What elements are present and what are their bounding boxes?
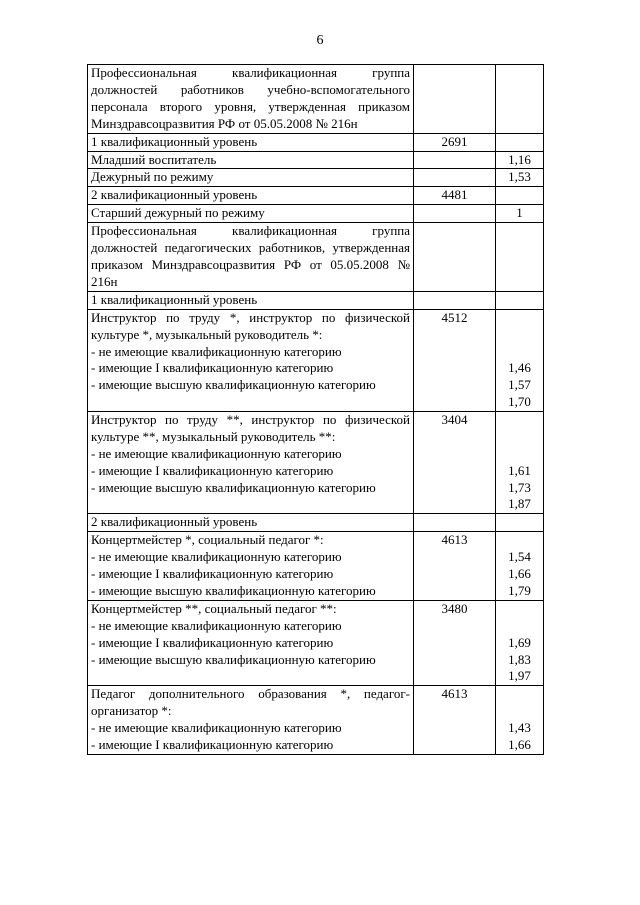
coefficient-cell — [496, 291, 544, 309]
coefficient-value — [496, 429, 543, 446]
coefficient-cell — [496, 65, 544, 134]
position-name-cell: Инструктор по труду *, инструктор по физической культуре *, музыкальный руководитель *: - не имеющие квалификационную категорию - имеющие I квалификационную категорию - имеющие высшую квалификационную категорию — [88, 309, 414, 411]
coefficient-cell — [496, 133, 544, 151]
coefficient-value: 1,61 — [508, 462, 531, 478]
salary-cell: 2691 — [414, 133, 496, 151]
salary-cell — [414, 205, 496, 223]
coefficient-value: 1,57 — [508, 377, 531, 393]
coefficient-value: 1,69 — [508, 634, 531, 650]
salary-cell: 4481 — [414, 187, 496, 205]
position-name-cell: Младший воспитатель — [88, 151, 414, 169]
position-name-cell: Дежурный по режиму — [88, 169, 414, 187]
position-name-cell: Профессиональная квалификационная группа должностей педагогических работников, утвержденная приказом Минздравсоцразвития РФ от 05.05.2008 № 216н — [88, 223, 414, 292]
salary-cell: 4613 — [414, 532, 496, 601]
table-row — [88, 169, 544, 187]
salary-cell — [414, 65, 496, 134]
coefficient-value — [496, 618, 543, 635]
coefficient-cell — [496, 600, 544, 685]
salary-cell — [414, 514, 496, 532]
salary-cell — [414, 169, 496, 187]
table-row — [88, 686, 544, 755]
coefficient-value — [496, 446, 543, 463]
coefficient-value — [496, 686, 543, 703]
coefficient-value: 1,79 — [508, 582, 531, 598]
coefficient-value: 1,97 — [508, 668, 531, 684]
coefficient-value — [496, 532, 543, 549]
salary-table-body — [88, 65, 544, 755]
salary-cell: 3480 — [414, 600, 496, 685]
coefficient-value: 1,53 — [508, 169, 531, 185]
table-row — [88, 187, 544, 205]
position-name-cell: Концертмейстер *, социальный педагог *: - не имеющие квалификационную категорию - имеющие I квалификационную категорию - имеющие высшую квалификационную категорию — [88, 532, 414, 601]
coefficient-value: 1,46 — [508, 360, 531, 376]
table-row — [88, 291, 544, 309]
coefficient-value: 1,70 — [508, 394, 531, 410]
coefficient-cell — [496, 169, 544, 187]
salary-cell: 4512 — [414, 309, 496, 411]
coefficient-cell — [496, 412, 544, 514]
position-name-cell: 1 квалификационный уровень — [88, 133, 414, 151]
table-row — [88, 151, 544, 169]
coefficient-cell — [496, 205, 544, 223]
coefficient-value: 1,54 — [508, 549, 531, 565]
coefficient-cell — [496, 187, 544, 205]
position-name-cell: 2 квалификационный уровень — [88, 187, 414, 205]
coefficient-value: 1,16 — [508, 151, 531, 167]
coefficient-value — [496, 310, 543, 327]
coefficient-value — [496, 703, 543, 720]
table-row — [88, 133, 544, 151]
position-name-cell: Педагог дополнительного образования *, педагог-организатор *: - не имеющие квалификационную категорию - имеющие I квалификационную категорию — [88, 686, 414, 755]
coefficient-cell — [496, 309, 544, 411]
table-row — [88, 600, 544, 685]
coefficient-cell — [496, 514, 544, 532]
coefficient-cell — [496, 151, 544, 169]
coefficient-value — [496, 327, 543, 344]
table-row — [88, 309, 544, 411]
salary-table — [87, 64, 544, 755]
position-name-cell: 2 квалификационный уровень — [88, 514, 414, 532]
coefficient-value — [496, 343, 543, 360]
table-row — [88, 514, 544, 532]
position-name-cell: 1 квалификационный уровень — [88, 291, 414, 309]
table-row — [88, 412, 544, 514]
coefficient-value: 1,66 — [508, 737, 531, 753]
salary-cell — [414, 291, 496, 309]
position-name-cell: Старший дежурный по режиму — [88, 205, 414, 223]
coefficient-value: 1,73 — [508, 479, 531, 495]
coefficient-value: 1 — [516, 205, 523, 221]
coefficient-value: 1,43 — [508, 720, 531, 736]
position-name-cell: Профессиональная квалификационная группа должностей работников учебно-вспомогательного персонала второго уровня, утвержденная приказом Минздравсоцразвития РФ от 05.05.2008 № 216н — [88, 65, 414, 134]
position-name-cell: Концертмейстер **, социальный педагог **: - не имеющие квалификационную категорию - имеющие I квалификационную категорию - имеющие высшую квалификационную категорию — [88, 600, 414, 685]
table-row — [88, 223, 544, 292]
coefficient-value — [496, 412, 543, 429]
coefficient-value: 1,83 — [508, 651, 531, 667]
salary-cell — [414, 223, 496, 292]
coefficient-value: 1,87 — [508, 496, 531, 512]
coefficient-value — [496, 601, 543, 618]
table-row — [88, 205, 544, 223]
table-row — [88, 532, 544, 601]
coefficient-cell — [496, 686, 544, 755]
coefficient-cell — [496, 223, 544, 292]
coefficient-value: 1,66 — [508, 566, 531, 582]
page-number: 6 — [316, 33, 324, 48]
position-name-cell: Инструктор по труду **, инструктор по физической культуре **, музыкальный руководитель **: - не имеющие квалификационную категорию - имеющие I квалификационную категорию - имеющие высшую квалификационную категорию — [88, 412, 414, 514]
salary-cell: 3404 — [414, 412, 496, 514]
coefficient-cell — [496, 532, 544, 601]
salary-cell: 4613 — [414, 686, 496, 755]
table-row — [88, 65, 544, 134]
salary-cell — [414, 151, 496, 169]
